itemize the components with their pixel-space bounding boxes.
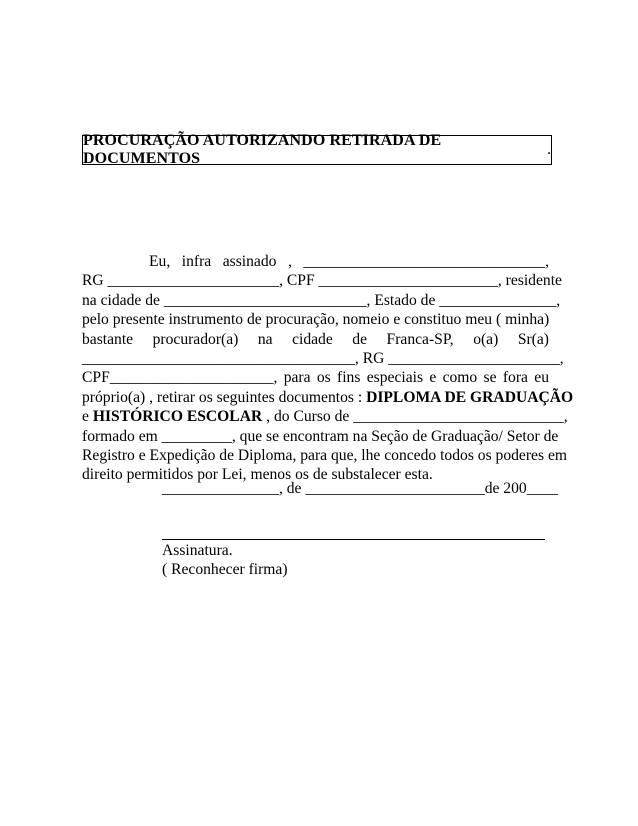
body-line-1: Eu, infra assinado , _______________________________, <box>149 253 549 270</box>
body-line-5: bastante procurador(a) na cidade de Franca-SP, o(a) Sr(a) <box>82 330 549 348</box>
document-title-period: . <box>547 141 551 158</box>
body-line-6: ___________________________________, RG ______________________, <box>82 350 564 368</box>
signature-note: ( Reconhecer firma) <box>162 561 288 579</box>
signature-line <box>162 539 545 540</box>
body-line-9 <box>82 407 568 426</box>
body-line-3: na cidade de __________________________, Estado de _______________, <box>82 291 561 309</box>
body-line-8-bold: DIPLOMA DE GRADUAÇÃO <box>366 388 574 406</box>
body-line-2: RG ______________________, CPF _______________________, residente <box>82 272 562 290</box>
signature-block <box>162 541 288 580</box>
body-line-11: Registro e Expedição de Diploma, para que, lhe concedo todos os poderes em <box>82 447 567 465</box>
body-line-10: formado em _________, que se encontram na Seção de Graduação/ Setor de <box>82 427 559 445</box>
body-line-12: direito permitidos por Lei, menos os de substalecer esta. <box>82 466 433 484</box>
document-title-box <box>82 132 552 167</box>
body-line-9-text-end: , do Curso de ___________________________, <box>262 408 568 426</box>
body-line-7: CPF_____________________, para os fins especiais e como se fora eu <box>82 369 549 387</box>
body-line-9-bold: HISTÓRICO ESCOLAR <box>92 408 263 426</box>
body-line-9-text-start: e <box>82 408 93 426</box>
body-line-8-text: próprio(a) , retirar os seguintes documentos : <box>82 388 367 406</box>
body-line-4: pelo presente instrumento de procuração, nomeio e constituo meu ( minha) <box>82 311 550 329</box>
signature-label: Assinatura. <box>162 542 233 559</box>
body-line-8 <box>82 388 574 407</box>
document-title: PROCURAÇÃO AUTORIZANDO RETIRADA DE DOCUMENTOS <box>83 132 442 167</box>
document-body <box>82 252 574 485</box>
date-line: _______________, de _______________________de 200____ <box>162 480 558 497</box>
